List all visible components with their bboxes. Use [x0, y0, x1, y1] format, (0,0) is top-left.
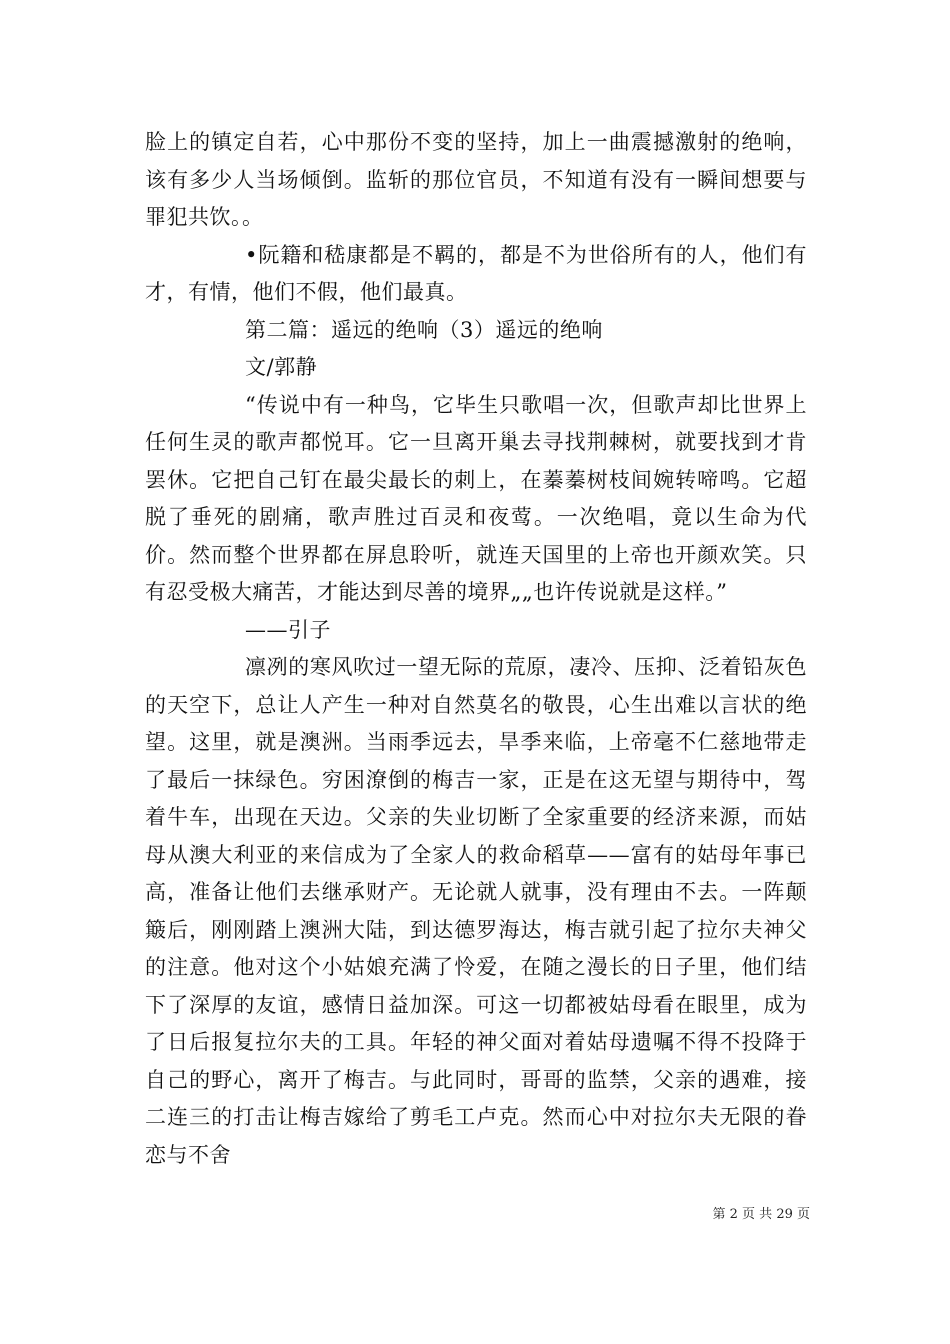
page-number-footer: 第 2 页 共 29 页	[712, 1207, 810, 1222]
section-heading: 第二篇：遥远的绝响（3）遥远的绝响	[245, 317, 603, 342]
intro-label: ——引子	[245, 617, 331, 642]
paragraph-3-quote: “传说中有一种鸟，它毕生只歌唱一次，但歌声却比世界上任何生灵的歌声都悦耳。它一旦离开巢去寻找荆棘树，就要找到才肯罢休。它把自己钉在最尖最长的刺上，在蓁蓁树枝间婉转啼鸣。它超脱了垂死的剧痛，歌声胜过百灵和夜莺。一次绝唱，竟以生命为代价。然而整个世界都在屏息聆听，就连天国里的上帝也开颜欢笑。只有忍受极大痛苦，才能达到尽善的境界„„也许传说就是这样。”	[145, 392, 807, 604]
paragraph-4: 凛冽的寒风吹过一望无际的荒原，凄冷、压抑、泛着铅灰色的天空下，总让人产生一种对自然莫名的敬畏，心生出难以言状的绝望。这里，就是澳洲。当雨季远去，旱季来临，上帝毫不仁慈地带走了最后一抹绿色。穷困潦倒的梅吉一家，正是在这无望与期待中，驾着牛车，出现在天边。父亲的失业切断了全家重要的经济来源，而姑母从澳大利亚的来信成为了全家人的救命稻草——富有的姑母年事已高，准备让他们去继承财产。无论就人就事，没有理由不去。一阵颠簸后，刚刚踏上澳洲大陆，到达德罗海达，梅吉就引起了拉尔夫神父的注意。他对这个小姑娘充满了怜爱，在随之漫长的日子里，他们结下了深厚的友谊，感情日益加深。可这一切都被姑母看在眼里，成为了日后报复拉尔夫的工具。年轻的神父面对着姑母遗嘱不得不投降于自己的野心，离开了梅吉。与此同时，哥哥的监禁，父亲的遇难，接二连三的打击让梅吉嫁给了剪毛工卢克。然而心中对拉尔夫无限的眷恋与不舍	[145, 655, 807, 1167]
paragraph-1: 脸上的镇定自若，心中那份不变的坚持，加上一曲震撼激射的绝响，该有多少人当场倾倒。监斩的那位官员，不知道有没有一瞬间想要与罪犯共饮。。	[145, 130, 807, 229]
author-line: 文/郭静	[245, 355, 318, 379]
document-body	[145, 124, 807, 1174]
paragraph-2: •阮籍和嵇康都是不羁的，都是不为世俗所有的人，他们有才，有情，他们不假，他们最真。	[145, 242, 807, 304]
